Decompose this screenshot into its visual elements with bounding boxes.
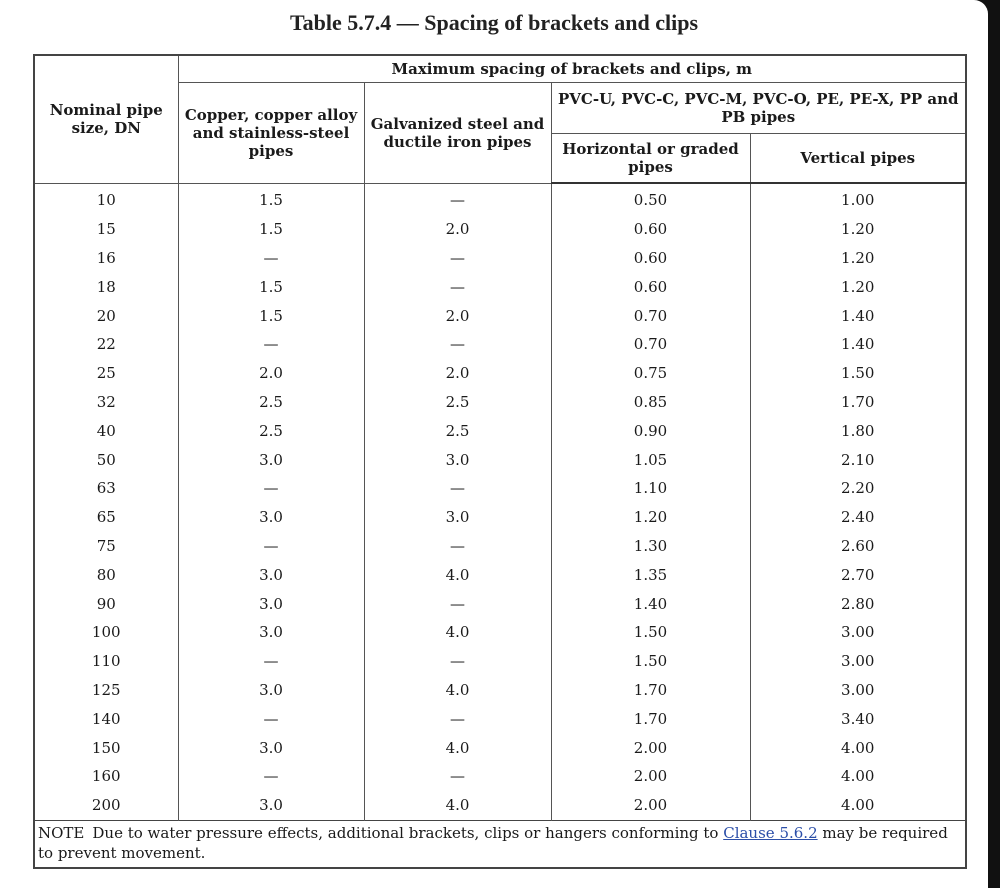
- cell-horizontal: 1.35: [551, 560, 750, 589]
- cell-nominal-size: 40: [34, 416, 178, 445]
- cell-galvanized: 2.0: [364, 359, 551, 388]
- cell-copper: 3.0: [178, 503, 364, 532]
- cell-copper: 3.0: [178, 791, 364, 820]
- cell-galvanized: 3.0: [364, 503, 551, 532]
- cell-galvanized: 4.0: [364, 560, 551, 589]
- table-row: [34, 647, 966, 676]
- header-pvc: PVC-U, PVC-C, PVC-M, PVC-O, PE, PE-X, PP and PB pipes: [551, 83, 966, 134]
- cell-vertical: 1.20: [750, 244, 966, 273]
- table-row: [34, 618, 966, 647]
- cell-galvanized: 2.5: [364, 416, 551, 445]
- cell-vertical: 3.00: [750, 618, 966, 647]
- cell-copper: —: [178, 330, 364, 359]
- cell-galvanized: —: [364, 532, 551, 561]
- header-vertical: Vertical pipes: [750, 134, 966, 184]
- cell-nominal-size: 10: [34, 183, 178, 215]
- table-row: [34, 215, 966, 244]
- cell-horizontal: 0.90: [551, 416, 750, 445]
- cell-horizontal: 2.00: [551, 733, 750, 762]
- table-row: [34, 272, 966, 301]
- table-row: [34, 474, 966, 503]
- cell-copper: 3.0: [178, 445, 364, 474]
- table-row: [34, 560, 966, 589]
- table-row: [34, 244, 966, 273]
- clause-link[interactable]: Clause 5.6.2: [723, 823, 818, 842]
- table-row: [34, 589, 966, 618]
- cell-galvanized: 2.5: [364, 388, 551, 417]
- cell-galvanized: 4.0: [364, 676, 551, 705]
- cell-galvanized: —: [364, 183, 551, 215]
- table-row: [34, 445, 966, 474]
- cell-horizontal: 2.00: [551, 791, 750, 820]
- cell-nominal-size: 160: [34, 762, 178, 791]
- note-text-after: may be required to prevent movement.: [38, 823, 948, 862]
- cell-nominal-size: 18: [34, 272, 178, 301]
- cell-vertical: 1.70: [750, 388, 966, 417]
- header-nominal-size: Nominal pipe size, DN: [34, 55, 178, 183]
- cell-vertical: 1.00: [750, 183, 966, 215]
- cell-galvanized: —: [364, 762, 551, 791]
- cell-copper: —: [178, 704, 364, 733]
- cell-galvanized: —: [364, 589, 551, 618]
- cell-copper: 3.0: [178, 618, 364, 647]
- cell-vertical: 2.10: [750, 445, 966, 474]
- table-row: [34, 416, 966, 445]
- cell-vertical: 1.20: [750, 272, 966, 301]
- spacing-table: [33, 54, 967, 869]
- table-row: [34, 330, 966, 359]
- cell-copper: 1.5: [178, 215, 364, 244]
- cell-copper: —: [178, 532, 364, 561]
- cell-horizontal: 0.50: [551, 183, 750, 215]
- cell-copper: —: [178, 474, 364, 503]
- table-row: [34, 183, 966, 215]
- cell-galvanized: —: [364, 244, 551, 273]
- table-note: [34, 820, 966, 868]
- cell-horizontal: 2.00: [551, 762, 750, 791]
- cell-nominal-size: 110: [34, 647, 178, 676]
- cell-galvanized: 4.0: [364, 733, 551, 762]
- cell-copper: 3.0: [178, 676, 364, 705]
- cell-vertical: 1.50: [750, 359, 966, 388]
- table-row: [34, 301, 966, 330]
- cell-nominal-size: 90: [34, 589, 178, 618]
- cell-vertical: 4.00: [750, 791, 966, 820]
- cell-nominal-size: 75: [34, 532, 178, 561]
- table-row: [34, 791, 966, 820]
- cell-nominal-size: 32: [34, 388, 178, 417]
- header-galvanized: Galvanized steel and ductile iron pipes: [364, 83, 551, 184]
- cell-nominal-size: 80: [34, 560, 178, 589]
- cell-galvanized: 3.0: [364, 445, 551, 474]
- cell-horizontal: 1.50: [551, 647, 750, 676]
- cell-vertical: 1.40: [750, 301, 966, 330]
- header-horizontal: Horizontal or graded pipes: [551, 134, 750, 184]
- table-row: [34, 503, 966, 532]
- cell-vertical: 3.40: [750, 704, 966, 733]
- cell-nominal-size: 22: [34, 330, 178, 359]
- table-row: [34, 359, 966, 388]
- cell-nominal-size: 25: [34, 359, 178, 388]
- cell-vertical: 1.40: [750, 330, 966, 359]
- cell-galvanized: —: [364, 272, 551, 301]
- cell-nominal-size: 63: [34, 474, 178, 503]
- cell-horizontal: 1.70: [551, 676, 750, 705]
- cell-copper: 2.5: [178, 388, 364, 417]
- note-label: NOTE: [38, 823, 85, 842]
- cell-horizontal: 0.60: [551, 272, 750, 301]
- cell-horizontal: 1.10: [551, 474, 750, 503]
- table-title: Table 5.7.4 — Spacing of brackets and clips: [289, 10, 699, 35]
- header-max-spacing: Maximum spacing of brackets and clips, m: [178, 55, 966, 83]
- cell-vertical: 2.40: [750, 503, 966, 532]
- cell-copper: 2.0: [178, 359, 364, 388]
- cell-horizontal: 0.70: [551, 301, 750, 330]
- table-row: [34, 532, 966, 561]
- cell-nominal-size: 15: [34, 215, 178, 244]
- cell-copper: —: [178, 647, 364, 676]
- table-row: [34, 733, 966, 762]
- cell-galvanized: —: [364, 474, 551, 503]
- cell-copper: 1.5: [178, 183, 364, 215]
- note-text-before: Due to water pressure effects, additional brackets, clips or hangers conforming to: [92, 823, 724, 842]
- cell-horizontal: 0.75: [551, 359, 750, 388]
- cell-copper: 3.0: [178, 589, 364, 618]
- cell-galvanized: 4.0: [364, 618, 551, 647]
- cell-galvanized: —: [364, 704, 551, 733]
- cell-horizontal: 1.70: [551, 704, 750, 733]
- cell-galvanized: 2.0: [364, 215, 551, 244]
- table-row: [34, 388, 966, 417]
- cell-nominal-size: 16: [34, 244, 178, 273]
- cell-vertical: 2.80: [750, 589, 966, 618]
- cell-horizontal: 1.50: [551, 618, 750, 647]
- cell-copper: 2.5: [178, 416, 364, 445]
- cell-galvanized: 2.0: [364, 301, 551, 330]
- cell-horizontal: 1.20: [551, 503, 750, 532]
- cell-vertical: 1.80: [750, 416, 966, 445]
- cell-horizontal: 1.05: [551, 445, 750, 474]
- cell-nominal-size: 140: [34, 704, 178, 733]
- cell-vertical: 2.70: [750, 560, 966, 589]
- cell-copper: 3.0: [178, 560, 364, 589]
- cell-copper: 1.5: [178, 301, 364, 330]
- cell-vertical: 3.00: [750, 676, 966, 705]
- header-copper: Copper, copper alloy and stainless-steel pipes: [178, 83, 364, 184]
- cell-horizontal: 0.70: [551, 330, 750, 359]
- table-row: [34, 762, 966, 791]
- cell-nominal-size: 65: [34, 503, 178, 532]
- cell-horizontal: 0.60: [551, 244, 750, 273]
- cell-nominal-size: 150: [34, 733, 178, 762]
- cell-nominal-size: 125: [34, 676, 178, 705]
- cell-vertical: 2.60: [750, 532, 966, 561]
- cell-nominal-size: 50: [34, 445, 178, 474]
- cell-horizontal: 0.85: [551, 388, 750, 417]
- cell-vertical: 2.20: [750, 474, 966, 503]
- cell-horizontal: 0.60: [551, 215, 750, 244]
- cell-horizontal: 1.40: [551, 589, 750, 618]
- cell-vertical: 4.00: [750, 733, 966, 762]
- cell-copper: —: [178, 762, 364, 791]
- cell-nominal-size: 100: [34, 618, 178, 647]
- cell-horizontal: 1.30: [551, 532, 750, 561]
- table-row: [34, 676, 966, 705]
- table-body: [34, 183, 966, 820]
- cell-nominal-size: 200: [34, 791, 178, 820]
- cell-galvanized: 4.0: [364, 791, 551, 820]
- table-row: [34, 704, 966, 733]
- cell-galvanized: —: [364, 647, 551, 676]
- cell-nominal-size: 20: [34, 301, 178, 330]
- cell-vertical: 4.00: [750, 762, 966, 791]
- cell-copper: 1.5: [178, 272, 364, 301]
- cell-copper: 3.0: [178, 733, 364, 762]
- cell-galvanized: —: [364, 330, 551, 359]
- cell-vertical: 1.20: [750, 215, 966, 244]
- cell-copper: —: [178, 244, 364, 273]
- cell-vertical: 3.00: [750, 647, 966, 676]
